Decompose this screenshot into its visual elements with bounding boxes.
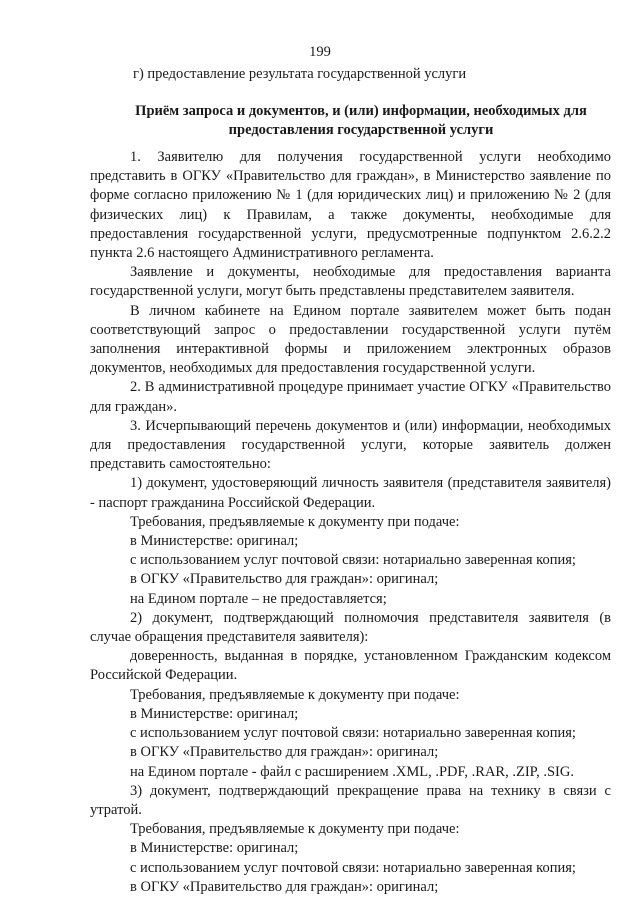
- paragraph: с использованием услуг почтовой связи: нотариально заверенная копия;: [130, 552, 576, 569]
- paragraph: в Министерстве: оригинал;: [130, 840, 299, 857]
- paragraph: в ОГКУ «Правительство для граждан»: оригинал;: [130, 744, 439, 761]
- paragraph: 1) документ, удостоверяющий личность заявителя (представителя заявителя) - паспорт гражданина Российской Федерации.: [90, 475, 611, 511]
- paragraph: Требования, предъявляемые к документу при подаче:: [130, 686, 460, 703]
- paragraph: Требования, предъявляемые к документу при подаче:: [130, 513, 460, 530]
- section-heading: Приём запроса и документов, и (или) информации, необходимых для предоставления государственной услуги: [135, 103, 587, 138]
- list-item-result: г) предоставление результата государственной услуги: [133, 66, 467, 82]
- paragraph: в Министерстве: оригинал;: [130, 533, 299, 550]
- paragraph: В личном кабинете на Едином портале заявителем может быть подан соответствующий запрос о предоставлении государственной услуги путём заполнения интерактивной формы и приложением электронных образов документов, необходимых для предоставления государственной услуги.: [90, 302, 611, 377]
- paragraph: 3) документ, подтверждающий прекращение права на технику в связи с утратой.: [90, 782, 611, 818]
- paragraph: 2) документ, подтверждающий полномочия представителя заявителя (в случае обращения представителя заявителя):: [90, 609, 611, 646]
- paragraph: 1. Заявителю для получения государственной услуги необходимо представить в ОГКУ «Правительство для граждан», в Министерство заявление по форме согласно приложению № 1 (для юридических лиц) и приложению № 2 (для физических лиц) к Правилам, а также документы, необходимые для предоставления государственной услуги, предусмотренные подпунктом 2.6.2.2 пункта 2.6 настоящего Административного регламента.: [90, 149, 611, 262]
- paragraph: с использованием услуг почтовой связи: нотариально заверенная копия;: [130, 725, 576, 742]
- page-number: 199: [309, 44, 331, 60]
- paragraph: 3. Исчерпывающий перечень документов и (или) информации, необходимых для предоставления государственной услуги, которые заявитель должен представить самостоятельно:: [90, 417, 611, 473]
- paragraph: Заявление и документы, необходимые для предоставления варианта государственной услуги, могут быть представлены представителем заявителя.: [90, 264, 611, 300]
- paragraph: на Едином портале – не предоставляется;: [130, 590, 387, 607]
- paragraph: в ОГКУ «Правительство для граждан»: оригинал;: [130, 571, 439, 588]
- paragraph: в ОГКУ «Правительство для граждан»: оригинал;: [130, 878, 439, 895]
- paragraph: Требования, предъявляемые к документу при подаче:: [130, 821, 460, 838]
- paragraph: 2. В административной процедуре принимает участие ОГКУ «Правительство для граждан».: [90, 379, 611, 415]
- paragraph: на Едином портале - файл с расширением .XML, .PDF, .RAR, .ZIP, .SIG.: [130, 763, 574, 780]
- document-body: [90, 148, 611, 897]
- paragraph: в Министерстве: оригинал;: [130, 705, 299, 722]
- paragraph: доверенность, выданная в порядке, установленном Гражданским кодексом Российской Федерации.: [90, 648, 611, 684]
- paragraph: с использованием услуг почтовой связи: нотариально заверенная копия;: [130, 859, 576, 876]
